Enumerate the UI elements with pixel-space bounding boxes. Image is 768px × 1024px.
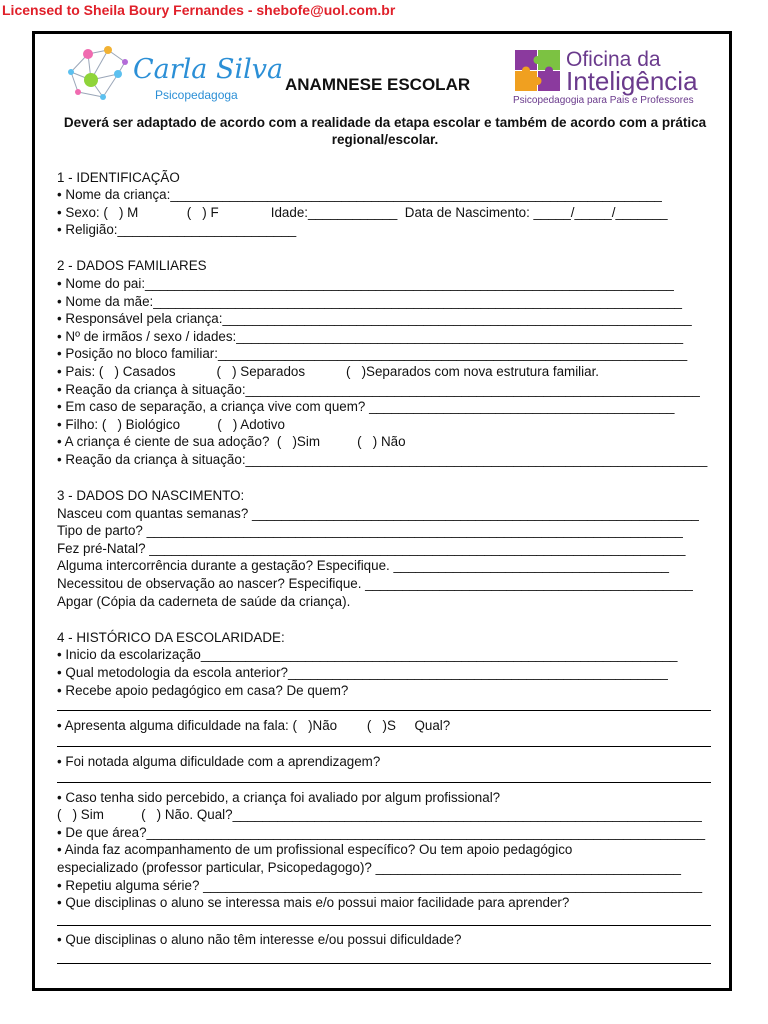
field-religiao[interactable]: • Religião:________________________ [57,222,297,237]
apgar-note: Apgar (Cópia da caderneta de saúde da criança). [57,594,351,609]
puzzle-logo-icon [515,50,561,92]
field-nome-crianca[interactable]: • Nome da criança:__________________________________________________________________ [57,187,662,202]
field-avaliado-profissional: • Caso tenha sido percebido, a criança foi avaliado por algum profissional? [57,790,501,805]
field-sim-nao-qual[interactable]: ( ) Sim ( ) Não. Qual?_______________________________________________________________ [57,807,702,822]
section-3-heading: 3 - DADOS DO NASCIMENTO: [57,488,245,503]
license-banner: Licensed to Sheila Boury Fernandes - shebofe@uol.com.br [2,2,396,18]
field-dificuldade-aprendizagem: • Foi notada alguma dificuldade com a aprendizagem? [57,754,381,769]
instruction-text: Deverá ser adaptado de acordo com a realidade da etapa escolar e também de acordo com a prática regional/escolar. [63,115,707,147]
carla-silva-logo [63,42,284,102]
answer-line-disciplinas-interesse[interactable] [57,925,711,926]
field-responsavel[interactable]: • Responsável pela criança:_______________________________________________________________ [57,311,692,326]
logo-right-tagline: Psicopedagogia para Pais e Professores [513,95,694,106]
field-irmaos[interactable]: • Nº de irmãos / sexo / idades:____________________________________________________________ [57,329,684,344]
field-area[interactable]: • De que área?___________________________________________________________________________ [57,825,706,840]
field-apoio-pedagogico: • Recebe apoio pedagógico em casa? De quem? [57,683,349,698]
field-reacao-crianca-1[interactable]: • Reação da criança à situação:_____________________________________________________________ [57,382,700,397]
field-especializado[interactable]: especializado (professor particular, Psicopedagogo)? _________________________________________ [57,860,681,875]
field-filho-tipo[interactable]: • Filho: ( ) Biológico ( ) Adotivo [57,417,285,432]
field-sexo-idade-nascimento[interactable]: • Sexo: ( ) M ( ) F Idade:____________ Data de Nascimento: _____/_____/_______ [57,205,668,220]
field-nome-mae[interactable]: • Nome da mãe:_______________________________________________________________________ [57,294,682,309]
answer-line-apoio[interactable] [57,710,711,711]
field-pais-estado-civil[interactable]: • Pais: ( ) Casados ( ) Separados ( )Separados com nova estrutura familiar. [57,364,600,379]
field-tipo-parto[interactable]: Tipo de parto? ________________________________________________________________________ [57,523,683,538]
answer-line-disciplinas-dificuldade[interactable] [57,963,711,964]
logo-left-name: Carla Silva [133,54,284,85]
field-disciplinas-dificuldade: • Que disciplinas o aluno não têm interesse e/ou possui dificuldade? [57,932,462,947]
field-ciente-adocao[interactable]: • A criança é ciente de sua adoção? ( )Sim ( ) Não [57,434,406,449]
section-1-heading: 1 - IDENTIFICAÇÃO [57,170,180,185]
field-dificuldade-fala: • Apresenta alguma dificuldade na fala: ( )Não ( )S Qual? [57,718,451,733]
logo-right-line2: Inteligência [566,66,698,96]
field-inicio-escolarizacao[interactable]: • Inicio da escolarização________________________________________________________________ [57,647,678,662]
field-observacao-nascer[interactable]: Necessitou de observação ao nascer? Especifique. ____________________________________________ [57,576,693,591]
field-separacao-vive-com[interactable]: • Em caso de separação, a criança vive com quem? _________________________________________ [57,399,675,414]
document-title: ANAMNESE ESCOLAR [285,75,471,94]
answer-line-fala[interactable] [57,746,711,747]
logo-right-line1: Oficina da [566,48,661,71]
field-nome-pai[interactable]: • Nome do pai:_______________________________________________________________________ [57,276,674,291]
field-acompanhamento: • Ainda faz acompanhamento de um profissional específico? Ou tem apoio pedagógico [57,842,573,857]
field-pre-natal[interactable]: Fez pré-Natal? ________________________________________________________________________ [57,541,686,556]
field-repetiu-serie[interactable]: • Repetiu alguma série? ___________________________________________________________________ [57,878,703,893]
section-4-heading: 4 - HISTÓRICO DA ESCOLARIDADE: [57,630,285,645]
form-page [32,31,732,991]
section-2-heading: 2 - DADOS FAMILIARES [57,258,207,273]
field-posicao-familiar[interactable]: • Posição no bloco familiar:_______________________________________________________________ [57,346,688,361]
field-metodologia[interactable]: • Qual metodologia da escola anterior?___________________________________________________ [57,665,668,680]
logo-left-subtitle: Psicopedagoga [155,88,238,102]
oficina-logo [513,48,723,108]
field-semanas[interactable]: Nasceu com quantas semanas? ____________________________________________________________ [57,506,699,521]
field-intercorrencia[interactable]: Alguma intercorrência durante a gestação? Especifique. _____________________________________ [57,558,670,573]
answer-line-aprendizagem[interactable] [57,782,711,783]
network-logo-icon [63,42,143,102]
field-reacao-crianca-2[interactable]: • Reação da criança à situação:______________________________________________________________ [57,452,708,467]
field-disciplinas-interesse: • Que disciplinas o aluno se interessa mais e/o possui maior facilidade para aprender? [57,895,570,910]
